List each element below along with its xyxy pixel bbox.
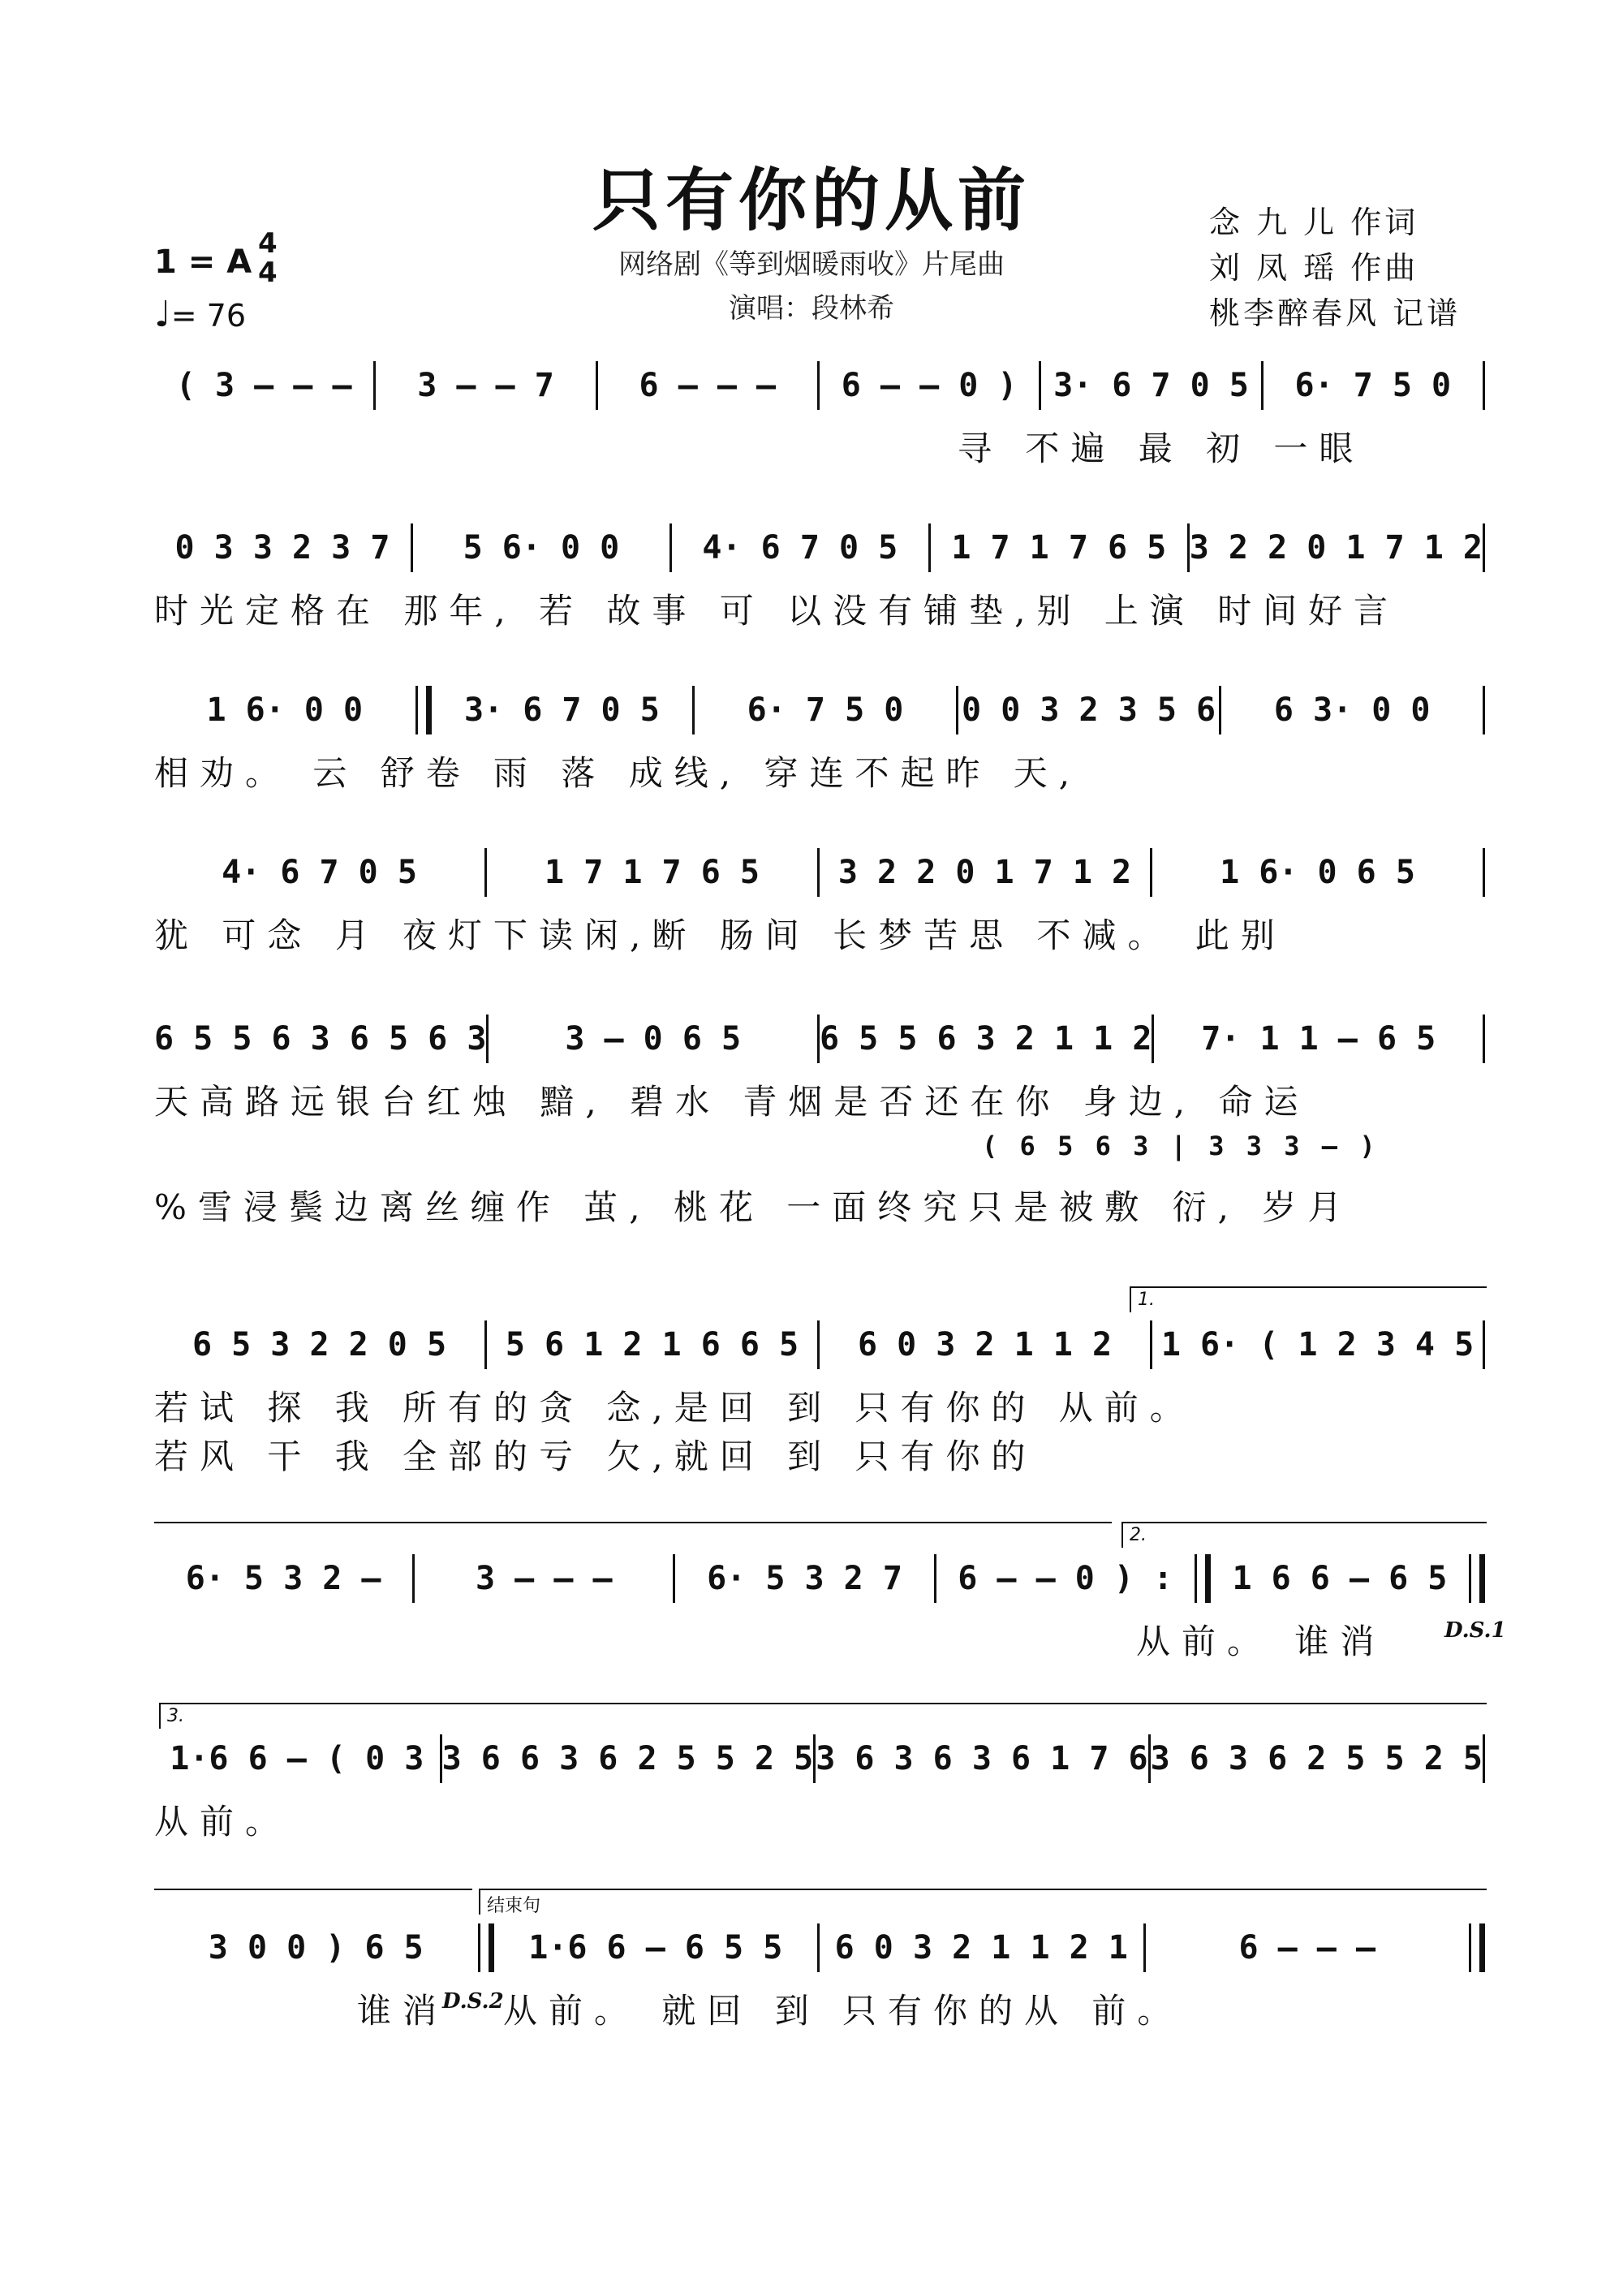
lyric-line: 从前。 就回 到 只有你的从 前。 (503, 1991, 1183, 2031)
measure: 3 – – – (476, 1560, 613, 1597)
measure: 7· 1 1 – 6 5 (1201, 1020, 1436, 1058)
notation-line (154, 1550, 1485, 1607)
barline (1483, 848, 1485, 897)
measure: 3 6 3 6 2 5 5 2 5 (1150, 1740, 1483, 1777)
transcriber-credit: 桃李醉春风 记谱 (1209, 295, 1462, 331)
volta-rule (154, 1889, 472, 1890)
measure: 1·6 6 – ( 0 3 (170, 1740, 424, 1777)
measure: 6· 5 3 2 – (185, 1560, 381, 1597)
measure: 6 0 3 2 1 1 2 1 (834, 1929, 1128, 1966)
measure: 5 6· 0 0 (463, 529, 620, 566)
subtitle: 网络剧《等到烟暖雨收》片尾曲 (618, 248, 1005, 281)
measure: 3 0 0 ) 6 5 (208, 1929, 424, 1966)
quarter-note-icon: ♩ (154, 294, 171, 335)
measure: 1 7 1 7 6 5 (545, 854, 760, 891)
volta-label: 结束句 (487, 1896, 541, 1916)
measure: 3 6 6 3 6 2 5 5 2 5 (441, 1740, 814, 1777)
measure: 1 6· 0 6 5 (1220, 854, 1415, 891)
barline (1483, 686, 1485, 734)
measure: 6· 5 3 2 7 (707, 1560, 902, 1597)
measure: 3 2 2 0 1 7 1 2 (1189, 529, 1483, 566)
lyric-line: 时光定格在 那年, 若 故事 可 以没有铺垫,别 上演 时间好言 (154, 591, 1400, 631)
ds-marking: D.S.2 (442, 1989, 504, 2014)
measure: 3 – – 7 (417, 367, 554, 404)
measure: 1 6· 0 0 (206, 691, 364, 729)
repeat-end-barline (1195, 1554, 1211, 1603)
notation-line (154, 1316, 1485, 1373)
volta-bracket (1130, 1286, 1487, 1312)
measure: 1 7 1 7 6 5 (951, 529, 1167, 566)
lyric-line: 若试 探 我 所有的贪 念,是回 到 只有你的 从前。 (154, 1388, 1195, 1428)
measure: 4· 6 7 0 5 (222, 854, 417, 891)
barline (1483, 1014, 1485, 1063)
barline (1483, 523, 1485, 572)
section-barline (478, 1923, 494, 1972)
measure: 6 – – – (639, 367, 777, 404)
final-barline (1469, 1923, 1485, 1972)
tempo-marking (154, 294, 246, 335)
singer-credit: 演唱：段林希 (729, 292, 894, 325)
measure: 3· 6 7 0 5 (1053, 367, 1249, 404)
measure: 0 3 3 2 3 7 (174, 529, 390, 566)
lyric-line: 从前。 (154, 1802, 291, 1842)
volta-bracket (479, 1889, 1487, 1915)
barline (1483, 361, 1485, 410)
time-signature-bottom: 4 (258, 256, 278, 289)
notation-line (154, 682, 1485, 739)
volta-label: 3. (167, 1706, 184, 1726)
barline (1483, 1734, 1485, 1783)
volta-rule (154, 1522, 1112, 1523)
notation-line (154, 1730, 1485, 1787)
measure: 6 5 3 2 2 0 5 (192, 1326, 447, 1363)
notation-line (154, 844, 1485, 901)
volta-bracket (1121, 1522, 1487, 1548)
volta-label: 2. (1130, 1525, 1147, 1545)
measure: 6· 7 5 0 (1294, 367, 1452, 404)
interlude-notation: ( 6 5 6 3 | 3 3 3 – ) (982, 1131, 1379, 1161)
time-signature (258, 229, 278, 287)
notation-line (154, 1010, 1485, 1067)
lyric-line: 从前。 谁消 (1136, 1622, 1386, 1661)
notation-line (154, 519, 1485, 576)
lyric-line: 犹 可念 月 夜灯下读闲,断 肠间 长梦苦思 不减。 此别 (154, 915, 1286, 955)
measure: 1 6 6 – 6 5 (1232, 1560, 1448, 1597)
lyric-line: 谁消 (357, 1991, 449, 2031)
measure: 1 6· ( 1 2 3 4 5 (1160, 1326, 1474, 1363)
volta-bracket (159, 1703, 1487, 1729)
lyric-line: %雪浸鬓边离丝缠作 茧, 桃花 一面终究只是被敷 衍, 岁月 (154, 1187, 1354, 1227)
measure: 1·6 6 – 6 5 5 (528, 1929, 783, 1966)
lyric-line: 若风 干 我 全部的亏 欠,就回 到 只有你的 (154, 1437, 1037, 1476)
measure: 6 – – 0 ) : (958, 1560, 1173, 1597)
credits-block (1209, 200, 1461, 336)
measure: 3 2 2 0 1 7 1 2 (837, 854, 1132, 891)
final-barline (1469, 1554, 1485, 1603)
measure: 6 – – 0 ) (841, 367, 1018, 404)
ds-marking: D.S.1 (1444, 1618, 1506, 1643)
barline (1483, 1320, 1485, 1369)
lyric-line: 天高路远银台红烛 黯, 碧水 青烟是否还在你 身边, 命运 (154, 1082, 1310, 1122)
measure: 4· 6 7 0 5 (702, 529, 898, 566)
key-signature: 1 = A (154, 243, 252, 281)
measure: 6 5 5 6 3 6 5 6 3 (154, 1020, 487, 1058)
measure: 6 3· 0 0 (1273, 691, 1431, 729)
measure: 6 5 5 6 3 2 1 1 2 (820, 1020, 1152, 1058)
tempo-value: = 76 (170, 298, 247, 334)
composer-credit: 刘 凤 瑶 作曲 (1209, 250, 1419, 286)
lyricist-credit: 念 九 儿 作词 (1209, 205, 1419, 240)
lyric-line: 相劝。 云 舒卷 雨 落 成线, 穿连不起昨 天, (154, 753, 1082, 793)
measure: 3 – 0 6 5 (565, 1020, 742, 1058)
lyric-line: 寻 不遍 最 初 一眼 (958, 429, 1365, 468)
notation-line (154, 1919, 1485, 1976)
measure: 5 6 1 2 1 6 6 5 (505, 1326, 799, 1363)
measure: 6· 7 5 0 (747, 691, 904, 729)
time-signature-top: 4 (258, 227, 278, 260)
measure: 6 – – – (1238, 1929, 1376, 1966)
measure: 3 6 3 6 3 6 1 7 6 (816, 1740, 1148, 1777)
measure: ( 3 – – – (175, 367, 352, 404)
song-title: 只有你的从前 (592, 160, 1031, 240)
measure: 6 0 3 2 1 1 2 (857, 1326, 1113, 1363)
volta-label: 1. (1138, 1290, 1155, 1310)
measure: 3· 6 7 0 5 (463, 691, 660, 729)
repeat-start-barline (415, 686, 432, 734)
notation-line (154, 357, 1485, 414)
measure: 0 0 3 2 3 5 6 (962, 691, 1216, 729)
